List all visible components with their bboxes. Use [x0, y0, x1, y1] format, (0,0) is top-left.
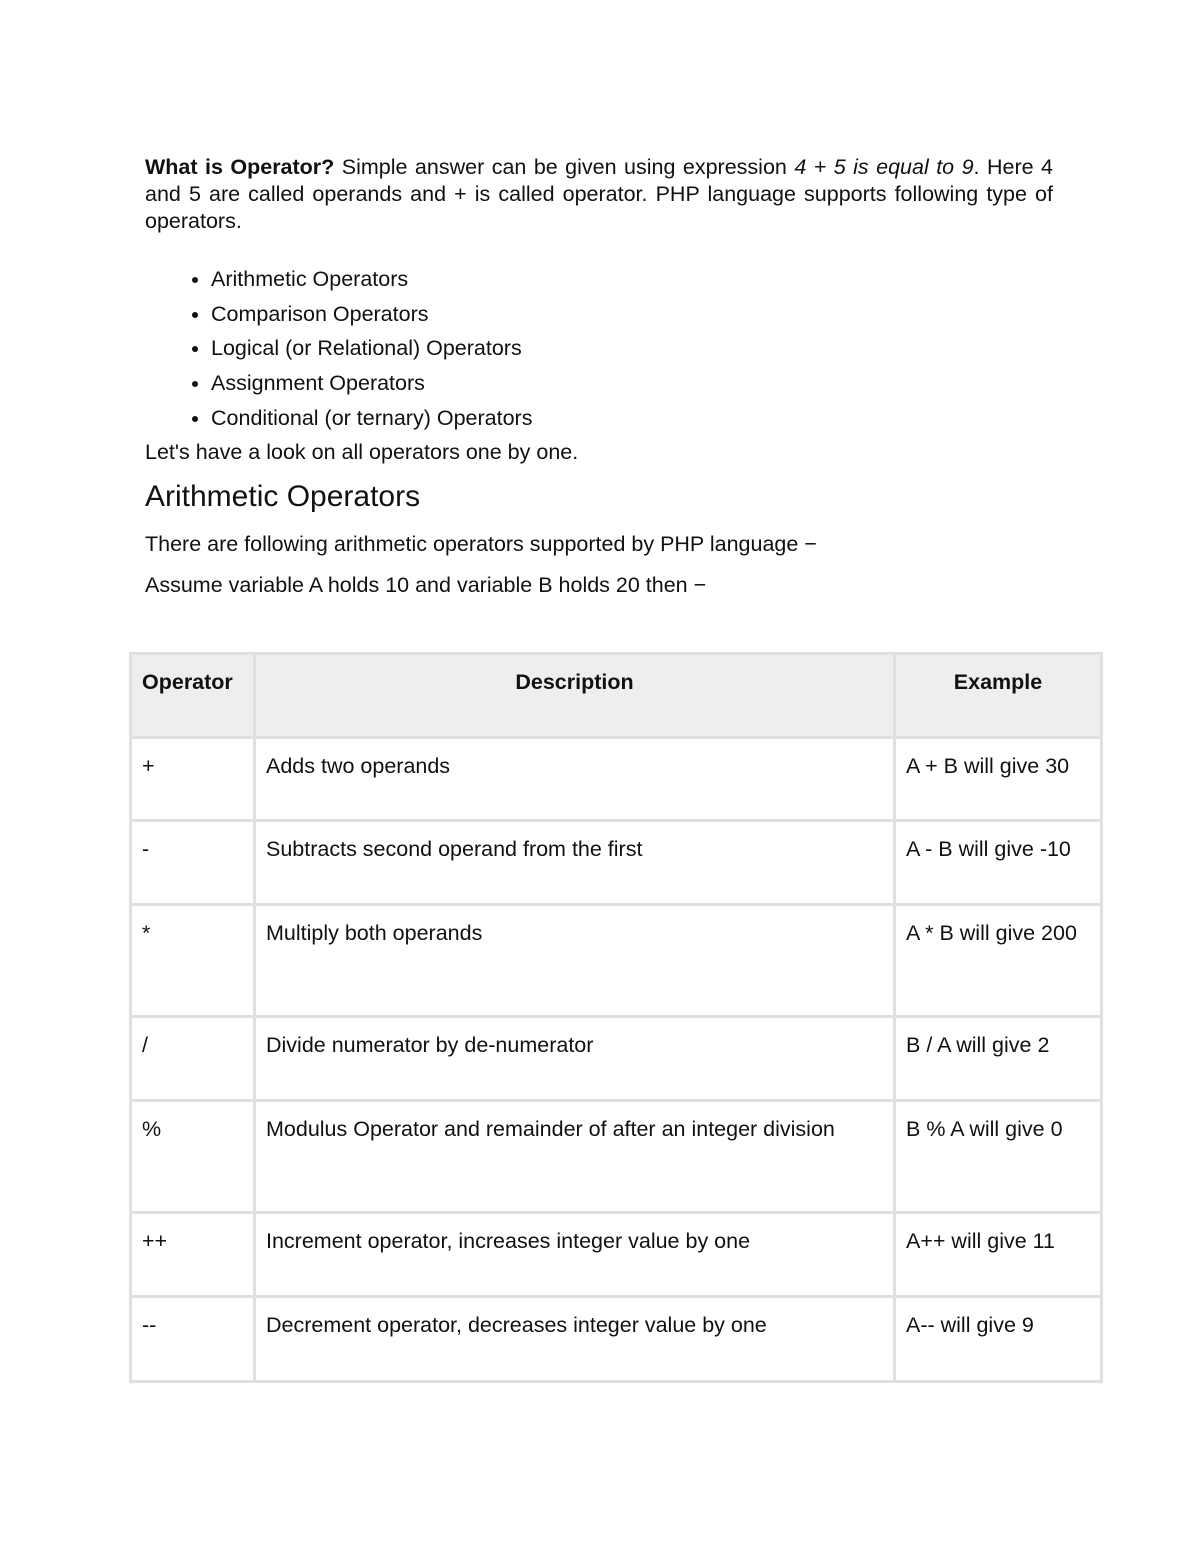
cell-operator: - [131, 821, 255, 905]
cell-operator: % [131, 1101, 255, 1213]
cell-example: A - B will give -10 [895, 821, 1102, 905]
cell-description: Modulus Operator and remainder of after an integer division [255, 1101, 895, 1213]
header-description: Description [255, 654, 895, 738]
cell-description: Decrement operator, decreases integer value by one [255, 1297, 895, 1382]
list-item: • Conditional (or ternary) Operators [211, 401, 532, 436]
cell-operator: + [131, 738, 255, 821]
cell-description: Multiply both operands [255, 905, 895, 1017]
section-paragraph: There are following arithmetic operators supported by PHP language − [145, 532, 817, 556]
operator-type-list [145, 262, 532, 436]
list-item: • Arithmetic Operators [211, 262, 532, 297]
cell-example: B / A will give 2 [895, 1017, 1102, 1101]
header-operator: Operator [131, 654, 255, 738]
lead-paragraph: Let's have a look on all operators one by one. [145, 440, 579, 464]
header-example: Example [895, 654, 1102, 738]
cell-operator: ++ [131, 1213, 255, 1297]
arithmetic-operators-table [129, 652, 1103, 1383]
list-item: • Logical (or Relational) Operators [211, 331, 532, 366]
section-title: Arithmetic Operators [145, 480, 421, 513]
cell-operator: -- [131, 1297, 255, 1382]
table-header-row [131, 654, 1102, 738]
table-row [131, 1213, 1102, 1297]
table-row [131, 1017, 1102, 1101]
cell-example: A + B will give 30 [895, 738, 1102, 821]
cell-description: Increment operator, increases integer value by one [255, 1213, 895, 1297]
cell-description: Divide numerator by de-numerator [255, 1017, 895, 1101]
list-item: • Assignment Operators [211, 366, 532, 401]
cell-operator: / [131, 1017, 255, 1101]
intro-expression: 4 + 5 is equal to 9 [794, 155, 974, 179]
intro-bold: What is Operator? [145, 155, 335, 179]
cell-description: Subtracts second operand from the first [255, 821, 895, 905]
intro-text: . Here 4 and 5 are called operands and + is called operator. PHP language supports following type of operators. [145, 155, 1053, 233]
cell-operator: * [131, 905, 255, 1017]
table-row [131, 1297, 1102, 1382]
section-paragraph: Assume variable A holds 10 and variable B holds 20 then − [145, 573, 707, 597]
cell-example: A * B will give 200 [895, 905, 1102, 1017]
intro-paragraph [145, 154, 1053, 235]
table-row [131, 905, 1102, 1017]
cell-description: Adds two operands [255, 738, 895, 821]
table-row [131, 821, 1102, 905]
intro-text: Simple answer can be given using expression [334, 155, 795, 179]
cell-example: A-- will give 9 [895, 1297, 1102, 1382]
list-item: • Comparison Operators [211, 297, 532, 332]
cell-example: A++ will give 11 [895, 1213, 1102, 1297]
table-row [131, 738, 1102, 821]
table-row [131, 1101, 1102, 1213]
cell-example: B % A will give 0 [895, 1101, 1102, 1213]
